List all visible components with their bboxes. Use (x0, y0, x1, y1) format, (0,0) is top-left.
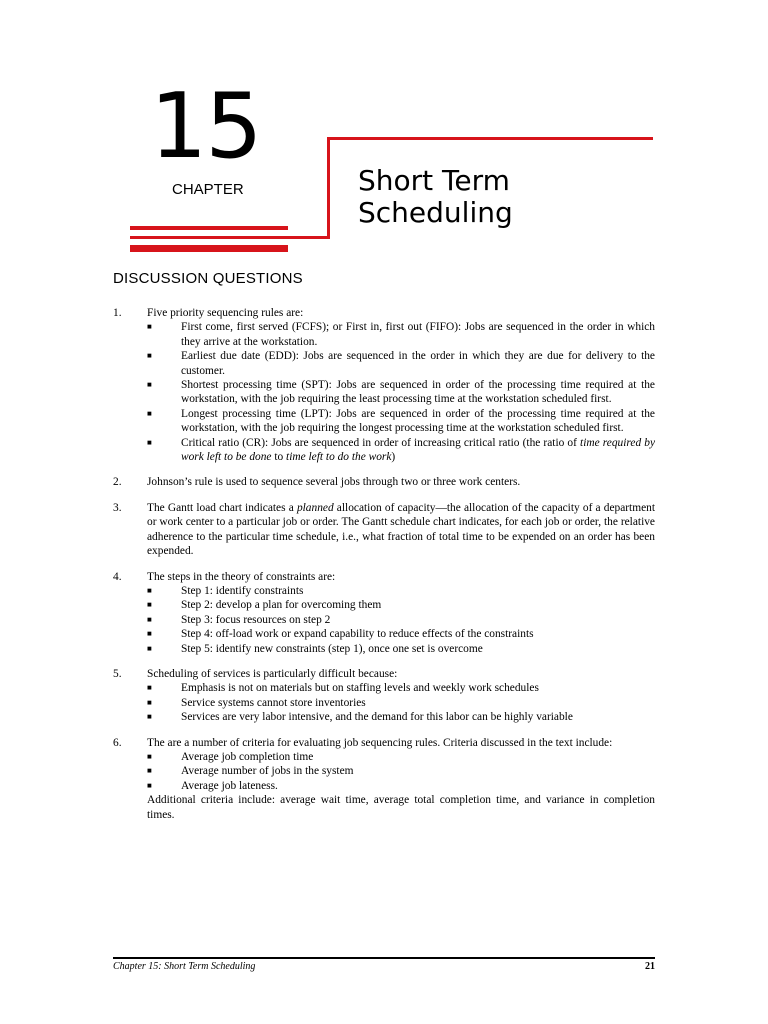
question-number: 6. (113, 736, 122, 749)
list-item (147, 642, 655, 656)
question-2 (113, 475, 655, 489)
list-item (147, 681, 655, 695)
list-item (147, 407, 655, 436)
question-body (147, 570, 655, 656)
question-body (147, 667, 655, 725)
bullet-text: Step 4: off-load work or expand capability to reduce effects of the constraints (181, 628, 534, 641)
chapter-title-line2: Scheduling (358, 196, 513, 229)
bullet-list (147, 584, 655, 656)
section-heading: DISCUSSION QUESTIONS (113, 270, 303, 287)
list-item (147, 627, 655, 641)
question-3 (113, 501, 655, 559)
gantt-text-2: allocation of capacity—the allocation of the capacity of a department or work center to a particular job or order. The Gantt schedule chart indicates, for each job or order, the relative adherence to the particular time schedule, i.e., what fraction of total time to be expended on an order has been expended. (147, 501, 655, 558)
list-item (147, 349, 655, 378)
square-bullet-icon: ■ (147, 408, 152, 418)
list-item (147, 696, 655, 710)
question-body (147, 475, 655, 489)
page-number: 21 (645, 961, 655, 972)
bullet-text: Services are very labor intensive, and the demand for this labor can be highly variable (181, 711, 573, 724)
question-text: The are a number of criteria for evaluating job sequencing rules. Criteria discussed in the text include: (147, 736, 613, 749)
question-closing-text: Additional criteria include: average wait time, average total completion time, and variance in completion times. (147, 794, 655, 821)
list-item (147, 779, 655, 793)
question-text: Five priority sequencing rules are: (147, 307, 304, 319)
question-4 (113, 570, 655, 656)
footer-chapter-title: Chapter 15: Short Term Scheduling (113, 961, 256, 972)
square-bullet-icon: ■ (147, 683, 152, 693)
footer-rule (113, 957, 655, 959)
list-item (147, 378, 655, 407)
list-item (147, 320, 655, 349)
square-bullet-icon: ■ (147, 380, 152, 390)
square-bullet-icon: ■ (147, 712, 152, 722)
question-body (147, 501, 655, 559)
bullet-text: First come, first served (FCFS); or First in, first out (FIFO): Jobs are sequenced in the order in which they arrive at the workstation. (181, 321, 655, 348)
question-number: 2. (113, 476, 122, 489)
question-1 (113, 306, 655, 464)
bullet-text: Earliest due date (EDD): Jobs are sequenced in the order in which they are due for delivery to the customer. (181, 350, 655, 377)
square-bullet-icon: ■ (147, 437, 152, 447)
cr-text-1: Critical ratio (CR): Jobs are sequenced in order of increasing critical ratio (the ratio of (181, 436, 581, 449)
question-number: 5. (113, 667, 122, 680)
square-bullet-icon: ■ (147, 643, 152, 653)
question-text: Scheduling of services is particularly difficult because: (147, 667, 398, 680)
question-text: The steps in the theory of constraints are: (147, 570, 336, 583)
square-bullet-icon: ■ (147, 585, 152, 595)
list-item (147, 750, 655, 764)
question-6 (113, 736, 655, 822)
bullet-text: Emphasis is not on materials but on staffing levels and weekly work schedules (181, 682, 539, 695)
list-item (147, 436, 655, 465)
square-bullet-icon: ■ (147, 780, 152, 790)
chapter-title-line1: Short Term (358, 164, 510, 197)
question-body (147, 306, 655, 464)
bullet-text: Average job lateness. (181, 779, 278, 792)
red-rule-top (330, 137, 653, 140)
bullet-text: Average job completion time (181, 750, 314, 763)
bullet-text: Longest processing time (LPT): Jobs are sequenced in order of the processing time required at the workstation, with the job requiring the longest processing time at the workstation scheduled first. (181, 407, 655, 435)
question-5 (113, 667, 655, 725)
bullet-text: Step 2: develop a plan for overcoming them (181, 599, 382, 612)
cr-text-3: ) (391, 451, 396, 464)
square-bullet-icon: ■ (147, 629, 152, 639)
bullet-text: Step 5: identify new constraints (step 1), once one set is overcome (181, 642, 483, 655)
square-bullet-icon: ■ (147, 614, 152, 624)
square-bullet-icon: ■ (147, 751, 152, 761)
red-rule-connector (130, 236, 330, 239)
question-number: 4. (113, 570, 122, 583)
red-bar-lower (130, 245, 288, 252)
red-bar-upper (130, 226, 288, 230)
square-bullet-icon: ■ (147, 351, 152, 361)
gantt-italic: planned (296, 501, 334, 514)
chapter-title (358, 165, 513, 229)
list-item (147, 613, 655, 627)
square-bullet-icon: ■ (147, 322, 152, 332)
bullet-text: Step 3: focus resources on step 2 (181, 613, 331, 626)
cr-italic-1: time required by work left to be done (181, 436, 655, 464)
list-item (147, 710, 655, 724)
question-number: 1. (113, 307, 122, 319)
square-bullet-icon: ■ (147, 766, 152, 776)
chapter-label: CHAPTER (172, 181, 244, 198)
question-number: 3. (113, 501, 122, 514)
cr-text-2: to (271, 451, 287, 464)
bullet-text: Shortest processing time (SPT): Jobs are sequenced in order of the processing time required at the workstation, with the job requiring the least processing time at the workstation scheduled first. (181, 379, 655, 406)
square-bullet-icon: ■ (147, 697, 152, 707)
bullet-text: Average number of jobs in the system (181, 765, 354, 778)
bullet-text (181, 436, 655, 465)
cr-italic-2: time left to do the work (286, 451, 392, 464)
list-item (147, 598, 655, 612)
square-bullet-icon: ■ (147, 600, 152, 610)
discussion-questions (113, 306, 655, 833)
list-item (147, 764, 655, 778)
bullet-text: Service systems cannot store inventories (181, 696, 366, 709)
bullet-list (147, 750, 655, 793)
bullet-text: Step 1: identify constraints (181, 584, 304, 597)
bullet-list (147, 320, 655, 464)
list-item (147, 584, 655, 598)
chapter-number: 15 (150, 74, 261, 179)
question-text (147, 501, 655, 559)
question-body (147, 736, 655, 822)
red-rule-vertical (327, 137, 330, 239)
gantt-text-1: The Gantt load chart indicates a (147, 501, 297, 514)
question-text: Johnson’s rule is used to sequence several jobs through two or three work centers. (147, 476, 521, 489)
bullet-list (147, 681, 655, 724)
